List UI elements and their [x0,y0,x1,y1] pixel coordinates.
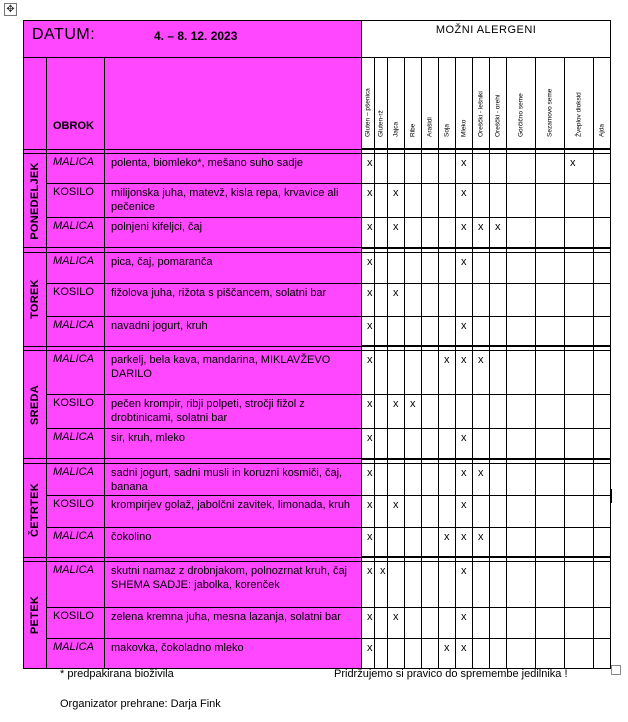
allergen-mark [422,283,439,316]
allergen-mark [422,184,439,218]
allergen-mark: x [456,184,473,218]
allergen-mark [565,608,594,639]
allergen-header [473,58,490,150]
allergen-mark: x [405,395,422,429]
dish-description: parkelj, bela kava, mandarina, MIKLAVŽEVO DARILO [105,351,362,395]
allergen-mark [594,218,611,248]
dish-description: sadni jogurt, sadni musli in koruzni kosmiči, čaj, banana [105,463,362,495]
meal-type: MALICA [47,252,105,283]
day-name: TOREK [29,279,41,319]
allergen-mark [594,527,611,557]
dish-description: fižolova juha, rižota s piščancem, solatni bar [105,283,362,316]
allergen-mark: x [473,218,490,248]
allergen-mark [375,527,388,557]
allergen-mark [405,316,422,346]
allergen-header [439,58,456,150]
allergen-mark [507,283,536,316]
allergen-mark [375,316,388,346]
footnote: * predpakirana bioživila [60,668,174,680]
dish-description: milijonska juha, matevž, kisla repa, krvavice ali pečenice [105,184,362,218]
allergen-mark [473,495,490,527]
dish-description: navadni jogurt, kruh [105,316,362,346]
allergen-mark [507,395,536,429]
allergen-mark: x [456,608,473,639]
allergen-mark: x [456,316,473,346]
allergen-mark: x [456,527,473,557]
allergen-mark [422,495,439,527]
dish-header-blank [105,58,362,150]
allergen-mark [507,184,536,218]
menu-table [23,20,611,669]
allergen-label: Oreščki - lešniki [477,91,485,137]
allergen-mark [507,429,536,459]
allergen-label: Arašidi [426,117,434,137]
allergen-mark [439,252,456,283]
allergen-mark [388,154,405,184]
allergen-label: Soja [443,123,451,137]
allergen-mark [536,562,565,608]
allergen-mark [536,463,565,495]
allergen-mark [536,283,565,316]
allergen-label: Sezamovo seme [546,88,554,137]
allergen-mark [536,639,565,669]
allergen-mark [422,463,439,495]
allergen-mark [473,639,490,669]
allergen-mark [439,283,456,316]
allergen-mark [456,395,473,429]
dish-description: čokolino [105,527,362,557]
dish-description: pica, čaj, pomaranča [105,252,362,283]
allergen-mark: x [362,429,375,459]
allergen-mark [594,252,611,283]
allergen-mark: x [362,351,375,395]
allergen-mark [388,252,405,283]
allergen-mark [536,527,565,557]
allergen-mark [473,429,490,459]
allergen-header [536,58,565,150]
allergen-mark [405,463,422,495]
allergen-mark [405,562,422,608]
allergen-mark [536,252,565,283]
meal-type: MALICA [47,316,105,346]
allergen-mark [565,252,594,283]
allergen-mark: x [362,395,375,429]
meal-type: KOSILO [47,395,105,429]
allergen-mark [456,283,473,316]
allergen-header [375,58,388,150]
allergen-mark [388,316,405,346]
allergen-mark [422,562,439,608]
allergen-mark [422,252,439,283]
allergen-mark [536,351,565,395]
allergen-mark [565,218,594,248]
meal-row [24,218,611,248]
meal-row [24,252,611,283]
allergen-mark [422,218,439,248]
allergen-mark [594,154,611,184]
allergen-mark [422,316,439,346]
table-move-handle-icon[interactable]: ✥ [4,3,17,16]
meal-type: MALICA [47,429,105,459]
allergen-mark [536,184,565,218]
meal-type: KOSILO [47,495,105,527]
allergen-mark [490,562,507,608]
allergen-mark [473,395,490,429]
allergen-mark: x [439,351,456,395]
allergen-mark [375,252,388,283]
allergen-mark [565,429,594,459]
allergen-mark [422,154,439,184]
allergen-mark [565,463,594,495]
allergen-header [594,58,611,150]
allergen-mark [507,639,536,669]
allergen-label: Ribe [409,123,417,137]
allergen-mark [536,608,565,639]
allergen-mark [490,283,507,316]
dish-description: zelena kremna juha, mesna lazanja, solatni bar [105,608,362,639]
allergen-mark [536,395,565,429]
allergen-mark: x [456,562,473,608]
day-name: PETEK [29,595,41,635]
allergen-mark [473,252,490,283]
allergen-mark [490,351,507,395]
meal-row [24,608,611,639]
allergen-mark [439,562,456,608]
allergen-mark [473,184,490,218]
allergen-mark: x [473,527,490,557]
meal-type: KOSILO [47,283,105,316]
allergen-mark [565,184,594,218]
allergen-mark [405,495,422,527]
allergen-mark [405,184,422,218]
allergen-mark [594,184,611,218]
allergen-mark [594,316,611,346]
meal-row [24,639,611,669]
meal-row [24,395,611,429]
allergen-mark [439,184,456,218]
allergen-mark [536,495,565,527]
allergen-mark [473,562,490,608]
allergen-mark [388,429,405,459]
allergen-mark: x [362,316,375,346]
allergen-header [362,58,375,150]
allergen-mark [490,252,507,283]
allergen-mark [490,316,507,346]
allergen-mark: x [362,252,375,283]
allergen-mark [422,351,439,395]
allergen-mark [375,608,388,639]
allergen-mark [439,395,456,429]
allergen-mark: x [362,495,375,527]
menu-change-disclaimer: Pridržujemo si pravico do spremembe jedilnika ! [334,668,568,680]
allergen-mark [405,639,422,669]
allergen-mark [594,608,611,639]
organizer-name: Organizator prehrane: Darja Fink [60,698,221,710]
allergen-mark: x [456,351,473,395]
allergen-mark [490,184,507,218]
allergen-mark: x [375,562,388,608]
allergens-title: MOŽNI ALERGENI [362,21,611,58]
allergen-mark: x [456,218,473,248]
allergen-mark [594,463,611,495]
allergen-mark [388,639,405,669]
dish-description: krompirjev golaž, jabolčni zavitek, limonada, kruh [105,495,362,527]
allergen-mark: x [388,218,405,248]
allergen-mark [439,316,456,346]
allergen-mark [375,218,388,248]
dish-description: makovka, čokoladno mleko [105,639,362,669]
day-name-cell [24,252,47,346]
day-name: ČETRTEK [29,482,41,538]
dish-description: polnjeni kifeljci, čaj [105,218,362,248]
allergen-mark: x [473,351,490,395]
allergen-mark [565,395,594,429]
allergen-mark [422,608,439,639]
dish-description: sir, kruh, mleko [105,429,362,459]
allergen-mark: x [565,154,594,184]
allergen-mark [473,283,490,316]
allergen-mark [565,639,594,669]
meal-row [24,351,611,395]
allergen-mark [507,463,536,495]
allergen-mark [375,154,388,184]
allergen-mark [507,608,536,639]
allergen-label: Žveplov dioksid [575,92,583,137]
meal-row [24,495,611,527]
allergen-mark: x [456,639,473,669]
allergen-mark [388,463,405,495]
allergen-mark: x [439,527,456,557]
allergen-mark: x [362,639,375,669]
meal-row [24,283,611,316]
allergen-mark [405,351,422,395]
meal-row [24,184,611,218]
allergen-mark [375,463,388,495]
allergen-mark [388,562,405,608]
allergen-mark [565,527,594,557]
allergen-label: Ajda [598,123,606,137]
allergen-label: Mleko [460,119,468,137]
allergen-mark [565,316,594,346]
meal-row [24,316,611,346]
date-range: 4. – 8. 12. 2023 [154,29,238,43]
allergen-header [388,58,405,150]
allergen-header [422,58,439,150]
meal-type: MALICA [47,527,105,557]
meal-row [24,562,611,608]
allergen-mark [490,495,507,527]
allergen-mark: x [388,495,405,527]
allergen-mark [439,608,456,639]
allergen-mark: x [456,252,473,283]
allergen-mark [405,218,422,248]
dish-description: polenta, biomleko*, mešano suho sadje [105,154,362,184]
allergen-mark [594,562,611,608]
allergen-mark [473,608,490,639]
allergen-mark [565,495,594,527]
datum-label: DATUM: [32,26,96,43]
allergen-mark [507,154,536,184]
day-name-cell [24,154,47,248]
allergen-mark [507,527,536,557]
allergen-mark [490,608,507,639]
allergen-mark [375,429,388,459]
meal-type: MALICA [47,463,105,495]
meal-type: MALICA [47,639,105,669]
allergen-mark: x [362,562,375,608]
allergen-mark: x [388,608,405,639]
meal-row [24,463,611,495]
allergen-mark [536,218,565,248]
allergen-mark [375,395,388,429]
allergen-mark [536,154,565,184]
allergen-mark: x [473,463,490,495]
allergen-mark [507,252,536,283]
meal-row [24,527,611,557]
allergen-mark [507,218,536,248]
allergen-mark: x [388,283,405,316]
allergen-mark [490,527,507,557]
allergen-label: Jajca [392,121,400,137]
text-cursor [611,489,612,503]
allergen-mark [536,316,565,346]
allergen-header [565,58,594,150]
allergen-mark: x [456,495,473,527]
allergen-mark [439,154,456,184]
dish-description: skutni namaz z drobnjakom, polnozrnat kruh, čaj SHEMA SADJE: jabolka, korenček [105,562,362,608]
allergen-mark: x [362,218,375,248]
allergen-mark [565,562,594,608]
allergen-mark [375,184,388,218]
allergen-mark [439,495,456,527]
allergen-mark [490,463,507,495]
allergen-mark [594,395,611,429]
allergen-header [456,58,473,150]
day-name: SREDA [29,384,41,425]
allergen-mark [422,429,439,459]
allergen-mark [536,429,565,459]
allergen-mark [375,351,388,395]
date-header [24,21,362,58]
allergen-mark [594,283,611,316]
allergen-mark: x [388,395,405,429]
day-header-blank [24,58,47,150]
allergen-mark [405,283,422,316]
table-resize-handle-icon[interactable] [611,665,621,675]
allergen-mark [375,639,388,669]
allergen-mark [422,639,439,669]
allergen-mark [439,429,456,459]
allergen-mark [507,495,536,527]
allergen-mark [405,154,422,184]
allergen-mark: x [388,184,405,218]
day-name-cell [24,351,47,459]
allergen-mark [388,527,405,557]
obrok-label: OBROK [47,58,105,150]
allergen-label: Gluten – pšenica [364,88,372,137]
allergen-mark [375,495,388,527]
allergen-mark [565,283,594,316]
allergen-label: Oreščki - orehi [494,94,502,137]
allergen-mark [594,495,611,527]
allergen-mark: x [362,608,375,639]
allergen-header [507,58,536,150]
allergen-mark: x [362,154,375,184]
meal-type: MALICA [47,351,105,395]
allergen-mark [422,395,439,429]
allergen-mark [507,316,536,346]
allergen-mark [507,351,536,395]
day-name-cell [24,463,47,557]
allergen-header [405,58,422,150]
allergen-mark [490,639,507,669]
allergen-mark: x [456,154,473,184]
allergen-mark [490,429,507,459]
meal-type: KOSILO [47,184,105,218]
allergen-mark: x [456,463,473,495]
allergen-mark [565,351,594,395]
allergen-mark [490,395,507,429]
allergen-mark [405,527,422,557]
allergen-mark: x [456,429,473,459]
allergen-label: Gorčično seme [517,93,525,137]
allergen-mark: x [362,184,375,218]
allergen-mark [507,562,536,608]
allergen-mark [422,527,439,557]
meal-type: MALICA [47,562,105,608]
meal-type: KOSILO [47,608,105,639]
allergen-header [490,58,507,150]
meal-row [24,429,611,459]
meal-row [24,154,611,184]
allergen-mark [375,283,388,316]
allergen-mark [439,463,456,495]
allergen-mark [405,608,422,639]
allergen-mark [439,218,456,248]
allergen-mark: x [439,639,456,669]
allergen-mark [490,154,507,184]
allergen-mark [594,351,611,395]
allergen-mark [388,351,405,395]
allergen-mark: x [362,283,375,316]
allergen-mark [594,429,611,459]
allergen-mark: x [362,463,375,495]
dish-description: pečen krompir, ribji polpeti, stročji fižol z drobtinicami, solatni bar [105,395,362,429]
allergen-mark [594,639,611,669]
allergen-mark [405,252,422,283]
allergen-mark [405,429,422,459]
allergen-mark: x [362,527,375,557]
meal-type: MALICA [47,154,105,184]
day-name: PONEDELJEK [29,161,41,240]
day-name-cell [24,562,47,669]
meal-type: MALICA [47,218,105,248]
allergen-mark: x [490,218,507,248]
allergen-mark [473,316,490,346]
allergen-label: Gluten-rž [377,110,385,137]
allergen-mark [473,154,490,184]
